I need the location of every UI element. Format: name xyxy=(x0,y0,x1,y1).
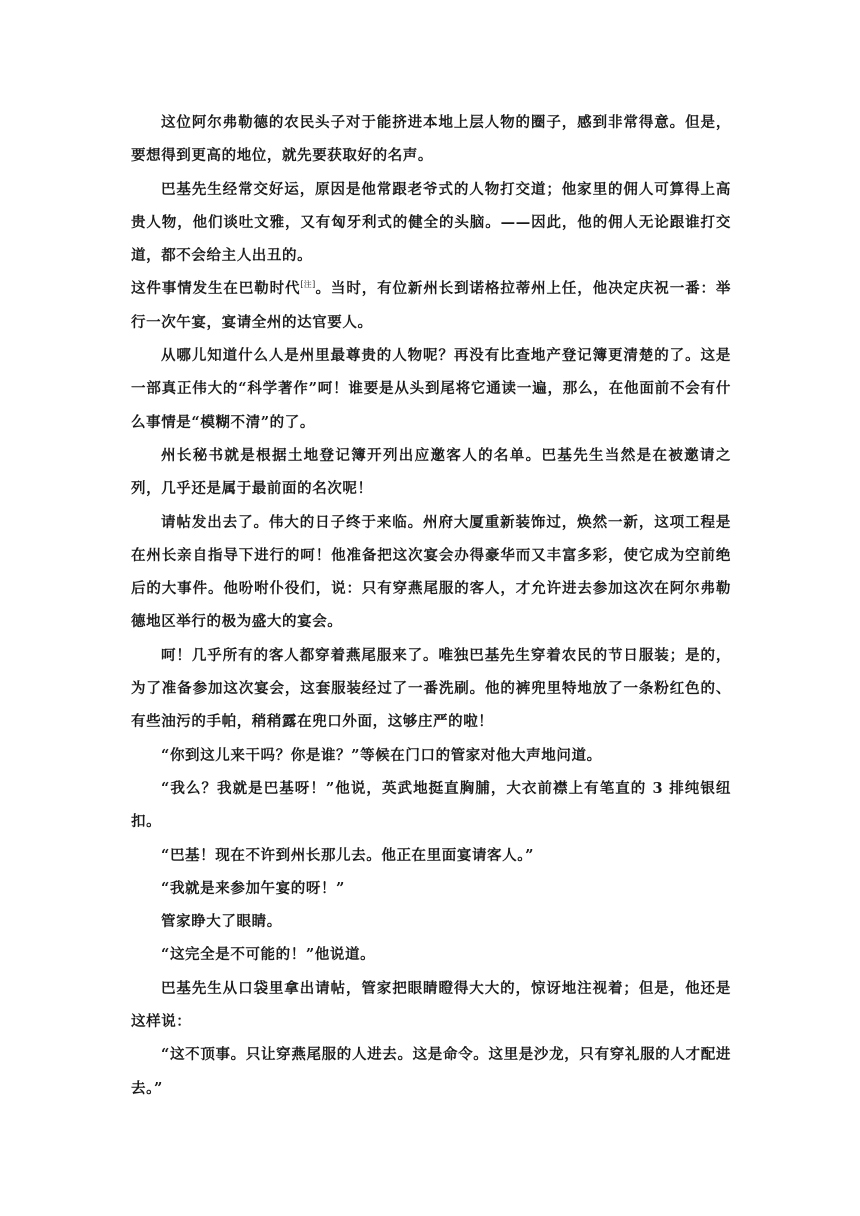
paragraph: 巴基先生经常交好运，原因是他常跟老爷式的人物打交道；他家里的佣人可算得上高贵人物，他们谈吐文雅，又有匈牙利式的健全的头脑。——因此，他的佣人无论跟谁打交道，都不会给主人出丑的。 xyxy=(131,180,731,265)
paragraph: 巴基先生从口袋里拿出请帖，管家把眼睛瞪得大大的，惊讶地注视着；但是，他还是这样说： xyxy=(131,979,731,1031)
footnote-marker[interactable]: [注] xyxy=(300,280,316,290)
paragraph: “我就是来参加午宴的呀！” xyxy=(161,879,345,897)
paragraph: “这不顶事。只让穿燕尾服的人进去。这是命令。这里是沙龙，只有穿礼服的人才配进去。” xyxy=(131,1046,731,1097)
paragraph: “巴基！现在不许到州长那儿去。他正在里面宴请客人。” xyxy=(161,846,535,864)
paragraph: “这完全是不可能的！”他说道。 xyxy=(161,946,376,964)
paragraph: 请帖发出去了。伟大的日子终于来临。州府大厦重新装饰过，焕然一新，这项工程是在州长亲自指导下进行的呵！他准备把这次宴会办得豪华而又丰富多彩，使它成为空前绝后的大事件。他吩咐仆役们，说：只有穿燕尾服的客人，才允许进去参加这次在阿尔弗勒德地区举行的极为盛大的宴会。 xyxy=(131,513,731,631)
paragraph xyxy=(131,272,731,339)
paragraph-text: 这件事情发生在巴勒时代 xyxy=(131,280,301,298)
paragraph: 州长秘书就是根据土地登记簿开列出应邀客人的名单。巴基先生当然是在被邀请之列，几乎还是属于最前面的名次呢！ xyxy=(131,446,731,498)
paragraph-text: 。当时，有位新州长到诺格拉蒂州上任，他决定庆祝一番：举行一次午宴，宴请全州的达官要人。 xyxy=(131,280,731,331)
paragraph: “你到这儿来干吗？你是谁？”等候在门口的管家对他大声地问道。 xyxy=(161,746,602,764)
story-text xyxy=(131,106,731,1105)
paragraph: 呵！几乎所有的客人都穿着燕尾服来了。唯独巴基先生穿着农民的节日服装；是的，为了准备参加这次宴会，这套服装经过了一番洗刷。他的裤兜里特地放了一条粉红色的、有些油污的手帕，稍稍露在兜口外面，这够庄严的啦！ xyxy=(131,646,731,731)
paragraph: 这位阿尔弗勒德的农民头子对于能挤进本地上层人物的圈子，感到非常得意。但是，要想得到更高的地位，就先要获取好的名声。 xyxy=(131,114,731,165)
paragraph: 管家睁大了眼睛。 xyxy=(161,913,282,931)
paragraph: “我么？我就是巴基呀！”他说，英武地挺直胸脯，大衣前襟上有笔直的 3 排纯银纽扣。 xyxy=(131,779,731,831)
paragraph: 从哪儿知道什么人是州里最尊贵的人物呢？再没有比查地产登记簿更清楚的了。这是一部真正伟大的“科学著作”呵！谁要是从头到尾将它通读一遍，那么，在他面前不会有什么事情是“模糊不清”的了。 xyxy=(131,347,731,431)
